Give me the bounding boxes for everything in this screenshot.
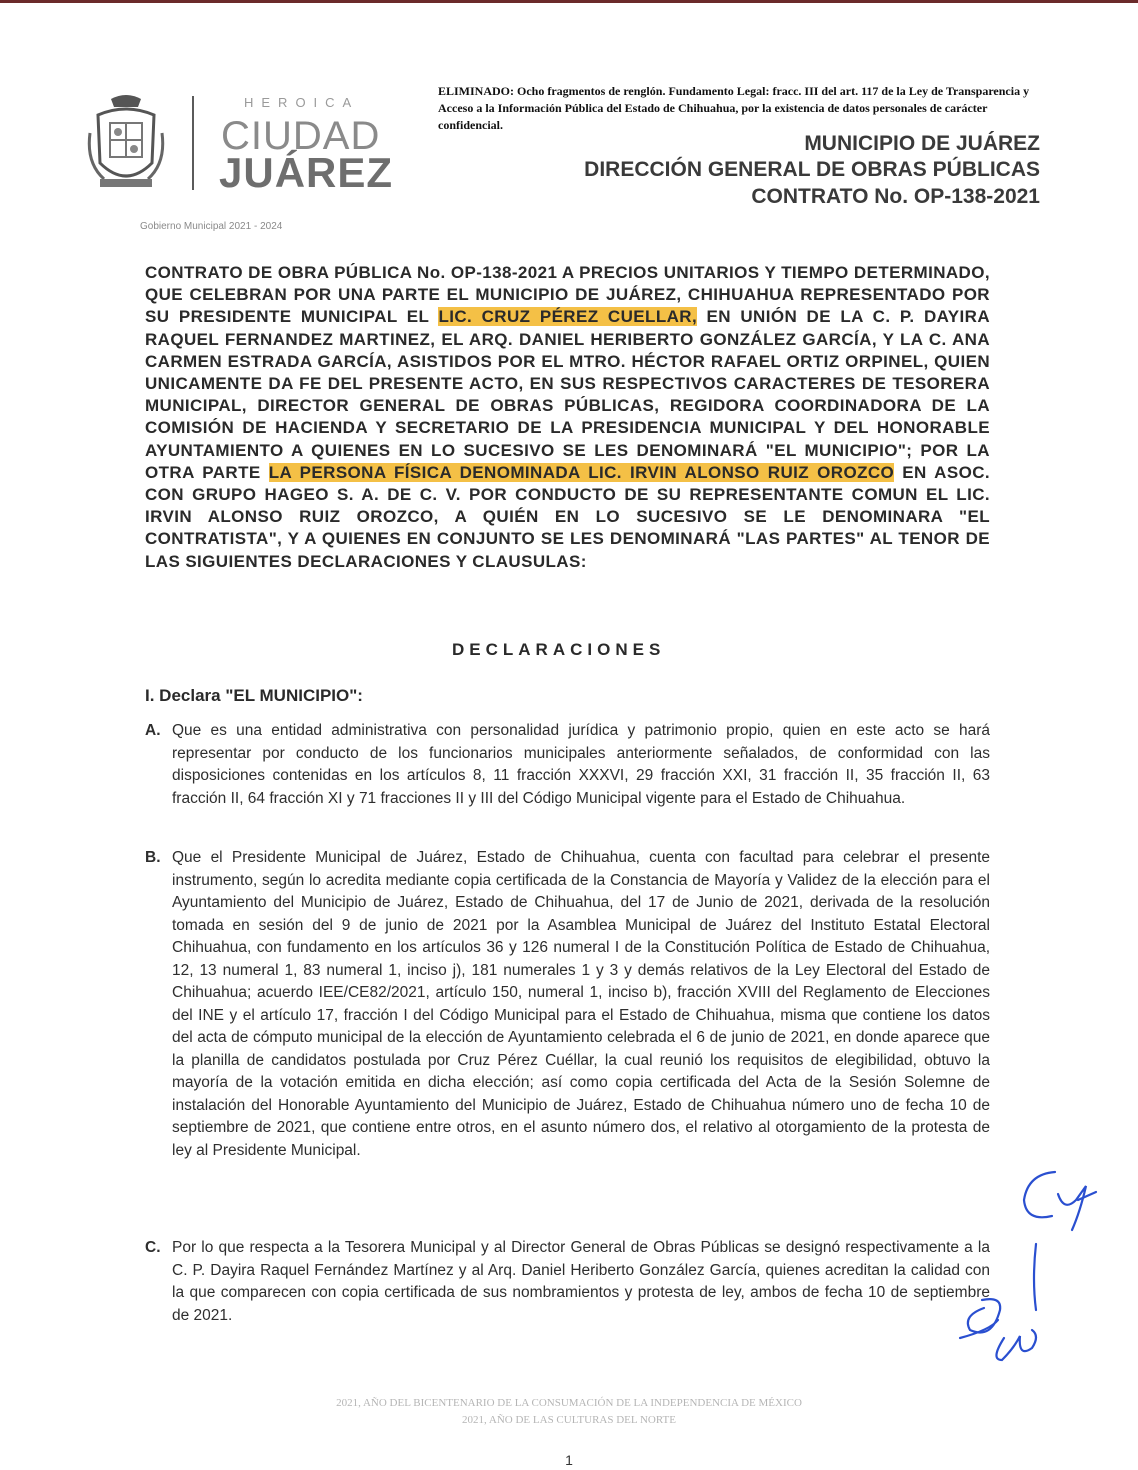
direccion-heading: DIRECCIÓN GENERAL DE OBRAS PÚBLICAS: [584, 158, 1040, 181]
clause-letter: A.: [145, 722, 161, 739]
top-border: [0, 0, 1138, 3]
declaraciones-title: DECLARACIONES: [452, 640, 666, 659]
contract-intro-paragraph: [145, 262, 990, 573]
page-number: 1: [565, 1452, 573, 1468]
intro-text-part2: EN UNIÓN DE LA C. P. DAYIRA RAQUEL FERNANDEZ MARTINEZ, EL ARQ. DANIEL HERIBERTO GONZÁLEZ GARCÍA, Y LA C. ANA CARMEN ESTRADA GARCÍA, ASISTIDOS POR EL MTRO. HÉCTOR RAFAEL ORTIZ ORPINEL, QUIEN UNICAMENTE DA FE DEL PRESENTE ACTO, EN SUS RESPECTIVOS CARACTERES DE TESORERA MUNICIPAL, DIRECTOR GENERAL DE OBRAS PÚBLICAS, REGIDORA COORDINADORA DE LA COMISIÓN DE HACIENDA Y SECRETARIO DE LA PRESIDENCIA MUNICIPAL Y DEL HONORABLE AYUNTAMIENTO A QUIENES EN LO SUCESIVO SE LES DENOMINARÁ "EL MUNICIPIO"; POR LA OTRA PARTE: [145, 307, 990, 482]
intro-text-part3: EN ASOC. CON GRUPO HAGEO S. A. DE C. V. POR CONDUCTO DE SU REPRESENTANTE COMUN EL LIC. IRVIN ALONSO RUIZ OROZCO, A QUIÉN EN LO SUCESIVO SE LE DENOMINARA "EL CONTRATISTA", Y A QUIENES EN CONJUNTO SE LES DENOMINARÁ "LAS PARTES" AL TENOR DE LAS SIGUIENTES DECLARACIONES Y CLAUSULAS:: [145, 462, 991, 571]
municipio-heading: MUNICIPIO DE JUÁREZ: [804, 132, 1040, 155]
handwritten-initials-signature: [940, 1160, 1130, 1380]
clause-c: [145, 1237, 990, 1327]
clause-text: Que es una entidad administrativa con personalidad jurídica y patrimonio propio, quien en este acto se hará representar por conducto de los funcionarios municipales anteriormente señalados, de conformidad con las disposiciones contenidas en los artículos 8, 11 fracción XXXVI, 29 fracción XXI, 31 fracción II, 35 fracción II, 63 fracción II, 64 fracción XI y 71 fracciones II y III del Código Municipal vigente para el Estado de Chihuahua.: [172, 722, 990, 807]
logo-juarez: JUÁREZ: [219, 149, 394, 196]
highlighted-name-president: LIC. CRUZ PÉREZ CUELLAR,: [438, 307, 698, 327]
intro-text-part1: CONTRATO DE OBRA PÚBLICA No. OP-138-2021 A PRECIOS UNITARIOS Y TIEMPO DETERMINADO, QUE CELEBRAN POR UNA PARTE EL MUNICIPIO DE JUÁREZ, CHIHUAHUA REPRESENTADO POR SU PRESIDENTE MUNICIPAL EL: [145, 263, 990, 327]
clause-letter: C.: [145, 1239, 161, 1256]
clause-b: [145, 847, 990, 1162]
logo-heroica: HEROICA: [244, 95, 360, 110]
redaction-note: ELIMINADO: Ocho fragmentos de renglón. Fundamento Legal: fracc. III del art. 117 de la Ley de Transparencia y Acceso a la Información Pública del Estado de Chihuahua, por la existencia de datos personales de carácter confidencial.: [438, 84, 1030, 132]
logo-divider: [192, 96, 194, 190]
municipal-seal-icon: [86, 93, 166, 193]
clause-a: [145, 720, 990, 810]
gobierno-municipal-label: Gobierno Municipal 2021 - 2024: [140, 221, 283, 232]
logo-ciudad: CIUDAD: [221, 114, 381, 158]
contrato-number: CONTRATO No. OP-138-2021: [751, 185, 1040, 208]
footer-line-1: 2021, AÑO DEL BICENTENARIO DE LA CONSUMACIÓN DE LA INDEPENDENCIA DE MÉXICO: [336, 1397, 802, 1409]
highlighted-name-contractor: LA PERSONA FÍSICA DENOMINADA LIC. IRVIN ALONSO RUIZ OROZCO: [268, 462, 895, 482]
clause-text: Por lo que respecta a la Tesorera Municipal y al Director General de Obras Públicas se designó respectivamente a la C. P. Dayira Raquel Fernández Martínez y al Arq. Daniel Heriberto González García, quienes acreditan la calidad con la que comparecen con copia certificada de sus nombramientos y protesta de ley, ambos de fecha 10 de septiembre de 2021.: [172, 1239, 990, 1324]
clause-letter: B.: [145, 849, 161, 866]
clause-text: Que el Presidente Municipal de Juárez, Estado de Chihuahua, cuenta con facultad para celebrar el presente instrumento, según lo acredita mediante copia certificada de la Constancia de Mayoría y Validez de la elección para el Ayuntamiento del Municipio de Juárez, Estado de Chihuahua, del 17 de Junio de 2021, derivada de la resolución tomada en sesión del 9 de junio de 2021 por la Asamblea Municipal de Juárez del Instituto Estatal Electoral Chihuahua, con fundamento en los artículos 36 y 126 numeral I de la Constitución Política de Estado de Chihuahua, 12, 13 numeral 1, 83 numeral 1, inciso j), 181 numerales 1 y 3 y demás relativos de la Ley Electoral del Estado de Chihuahua; acuerdo IEE/CE82/2021, artículo 150, numeral 1, inciso b), fracción XVIII del Reglamento de Elecciones del INE y el artículo 17, fracción I del Código Municipal para el Estado de Chihuahua, misma que contiene los datos del acta de cómputo municipal de la elección de Ayuntamiento celebrada el 6 de junio de 2021, en donde aparece que la planilla de candidatos postulada por Cruz Pérez Cuéllar, la cual reunió los requisitos de elegibilidad, obtuvo la mayoría de la votación emitida en dicha elección; así como copia certificada del Acta de la Sesión Solemne de instalación del Honorable Ayuntamiento del Municipio de Juárez, Estado de Chihuahua número uno de fecha 10 de septiembre de 2021, que contiene entre otros, en el asunto número dos, el relativo al otorgamiento de la protesta de ley al Presidente Municipal.: [172, 849, 990, 1159]
section-title: I. Declara "EL MUNICIPIO":: [145, 686, 363, 705]
footer-line-2: 2021, AÑO DE LAS CULTURAS DEL NORTE: [462, 1414, 676, 1426]
